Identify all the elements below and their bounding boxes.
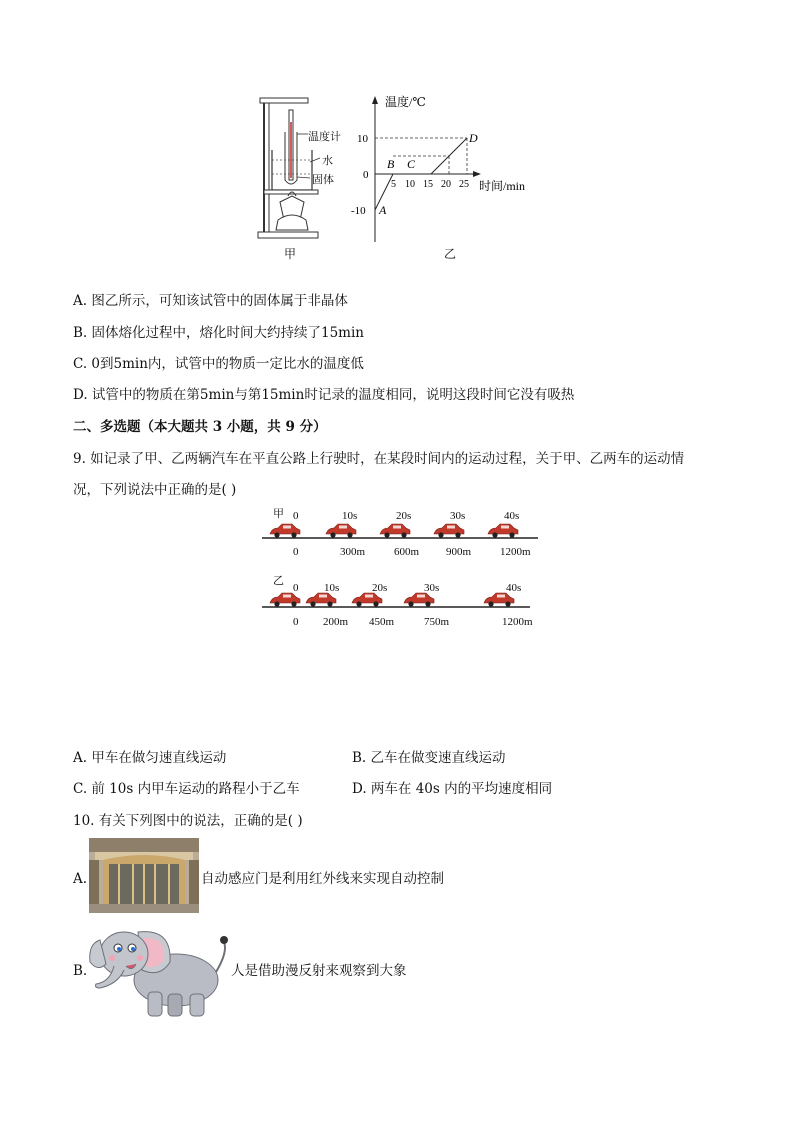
svg-text:A: A [379, 203, 387, 217]
q10-option-b-text: 人是借助漫反射来观察到大象 [231, 963, 407, 979]
q9-option-d: D. 两车在 40s 内的平均速度相同 [352, 781, 553, 797]
svg-text:C: C [407, 157, 416, 171]
automatic-door-image [89, 838, 199, 913]
svg-text:D: D [469, 131, 478, 145]
temperature-time-graph [345, 92, 545, 252]
q10-option-b-letter: B. [73, 963, 88, 979]
solid-label: 固体 [312, 174, 334, 186]
q8-option-d: D. 试管中的物质在第5min与第15min时记录的温度相同，说明这段时间它没有吸热 [73, 387, 575, 403]
svg-text:20: 20 [441, 179, 451, 190]
caption-yi: 乙 [444, 247, 457, 261]
svg-text:B: B [387, 157, 395, 171]
section-2-heading: 二、多选题（本大题共 3 小题，共 9 分） [73, 419, 327, 435]
jia-dist-0: 0 [293, 546, 299, 558]
q9-option-a: A. 甲车在做匀速直线运动 [73, 750, 227, 766]
yi-time-2: 20s [372, 582, 388, 594]
svg-text:10: 10 [357, 133, 368, 145]
row-jia-label: 甲 [273, 508, 284, 520]
caption-jia: 甲 [284, 247, 297, 261]
svg-text:-10: -10 [351, 205, 366, 217]
svg-text:时间/min: 时间/min [479, 179, 526, 193]
q9-stem-line1: 9. 如记录了甲、乙两辆汽车在平直公路上行驶时，在某段时间内的运动过程，关于甲、乙两车的运动情 [73, 451, 685, 467]
water-label: 水 [322, 155, 333, 167]
apparatus-figure [250, 92, 360, 262]
svg-text:0: 0 [363, 169, 369, 181]
jia-dist-3: 900m [446, 546, 472, 558]
jia-dist-4: 1200m [500, 546, 531, 558]
jia-time-1: 10s [342, 510, 358, 522]
q10-option-a-letter: A. [73, 871, 88, 887]
q8-option-c: C. 0到5min内，试管中的物质一定比水的温度低 [73, 356, 364, 372]
yi-dist-0: 0 [293, 616, 299, 628]
yi-time-0: 0 [293, 582, 299, 594]
elephant-image [86, 922, 234, 1020]
yi-dist-3: 750m [424, 616, 450, 628]
svg-text:15: 15 [423, 179, 433, 190]
q9-option-c: C. 前 10s 内甲车运动的路程小于乙车 [73, 781, 300, 797]
jia-time-2: 20s [396, 510, 412, 522]
svg-text:5: 5 [391, 179, 396, 190]
thermometer-label: 温度计 [308, 131, 341, 143]
yi-dist-1: 200m [323, 616, 349, 628]
q10-option-a-text: 自动感应门是利用红外线来实现自动控制 [201, 871, 444, 887]
q9-stem-line2: 况，下列说法中正确的是( ) [73, 482, 237, 498]
svg-text:25: 25 [459, 179, 469, 190]
jia-time-0: 0 [293, 510, 299, 522]
svg-text:10: 10 [405, 179, 415, 190]
svg-text:温度/℃: 温度/℃ [385, 95, 426, 109]
yi-time-1: 10s [324, 582, 340, 594]
yi-dist-2: 450m [369, 616, 395, 628]
q8-option-a: A. 图乙所示，可知该试管中的固体属于非晶体 [73, 293, 348, 309]
yi-time-3: 30s [424, 582, 440, 594]
jia-dist-2: 600m [394, 546, 420, 558]
q10-stem: 10. 有关下列图中的说法，正确的是( ) [73, 813, 303, 829]
yi-dist-4: 1200m [502, 616, 533, 628]
row-yi-label: 乙 [273, 575, 284, 587]
jia-dist-1: 300m [340, 546, 366, 558]
jia-time-3: 30s [450, 510, 466, 522]
jia-time-4: 40s [504, 510, 520, 522]
q9-option-b: B. 乙车在做变速直线运动 [352, 750, 506, 766]
yi-time-4: 40s [506, 582, 522, 594]
q8-option-b: B. 固体熔化过程中，熔化时间大约持续了15min [73, 325, 364, 341]
